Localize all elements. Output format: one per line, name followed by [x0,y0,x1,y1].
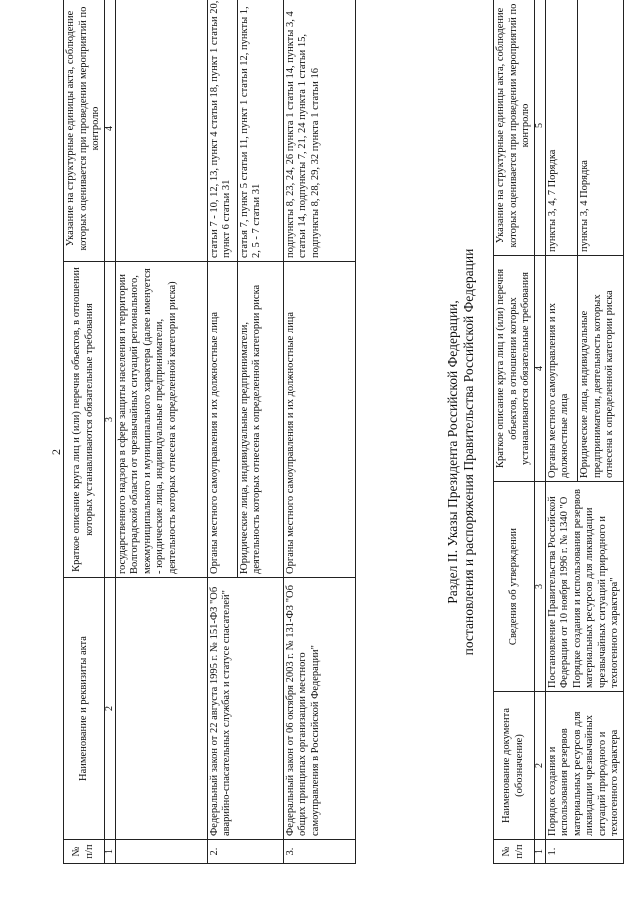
row-description: Юридические лица, индивидуальные предприниматели, деятельность которых отнесена к определенной категории риска [578,256,624,482]
row-num [115,840,207,864]
row-document-name: Порядок создания и использования резервов материальных ресурсов для ликвидации чрезвычайных ситуаций природного и техногенного характера [545,692,623,840]
index-cell: 1 [104,840,115,864]
table-row [545,0,578,864]
row-description: Органы местного самоуправления и их должностные лица [545,256,578,482]
table-header-row [64,0,105,864]
row-description: Органы местного самоуправления и их должностные лица [207,262,237,578]
section-heading [445,12,477,892]
row-structural-units: пункты 3, 4 Порядка [578,0,624,256]
header-act-name: Наименование и реквизиты акта [64,578,105,840]
table-government-acts [493,0,624,864]
row-description: Юридические лица, индивидуальные предприниматели, деятельность которых отнесена к определенной категории риска [237,262,283,578]
index-cell: 5 [534,0,545,256]
row-structural-units: пункты 3, 4, 7 Порядка [545,0,578,256]
row-description: государственного надзора в сфере защиты населения и территории Волгоградской области от чрезвычайных ситуаций регионального, межмуниципального и муниципального характера (далее именуется - юридические лица, индивидуальные предприниматели, деятельность которых отнесена к определенной категории риска) [115,262,207,578]
index-cell: 2 [104,578,115,840]
header-document-name: Наименование документа (обозначение) [494,692,535,840]
row-structural-units: статья 7, пункт 5 статьи 11, пункт 1 статьи 12, пункты 1, 2, 5 - 7 статьи 31 [237,0,283,262]
document-page [45,0,620,892]
header-description: Краткое описание круга лиц и (или) перечня объектов, в отношении которых устанавливаются обязательные требования [494,256,535,482]
row-structural-units: статьи 7 - 10, 12, 13, пункт 4 статьи 18, пункт 1 статьи 20, пункт 6 статьи 31 [207,0,237,262]
header-structural-units: Указание на структурные единицы акта, соблюдение которых оценивается при проведении мероприятий по контролю [64,0,105,262]
table-header-row [494,0,535,864]
row-act-name [115,578,207,840]
row-act-name: Федеральный закон от 22 августа 1995 г. № 151-ФЗ "Об аварийно-спасательных службах и статусе спасателей" [207,578,283,840]
index-cell: 3 [104,262,115,578]
row-num: 3. [283,840,355,864]
header-description: Краткое описание круга лиц и (или) перечня объектов, в отношении которых устанавливаются обязательные требования [64,262,105,578]
table-row [207,0,237,864]
index-cell: 4 [104,0,115,262]
row-approval-info: Постановление Правительства Российской Федерации от 10 ноября 1996 г. № 1340 "О Порядке создания и использования резервов материальных ресурсов для ликвидации чрезвычайных ситуаций природного и техногенного характера" [545,482,623,692]
row-num: 1. [545,840,623,864]
header-num: № п/п [64,840,105,864]
index-cell: 3 [534,482,545,692]
header-num: № п/п [494,840,535,864]
row-structural-units [115,0,207,262]
section-heading-line: Раздел II. Указы Президента Российской Федерации, [445,300,460,604]
index-cell: 2 [534,692,545,840]
row-act-name: Федеральный закон от 06 октября 2003 г. № 131-ФЗ "Об общих принципах организации местного самоуправления в Российской Федерации" [283,578,355,840]
section-heading-line: постановления и распоряжения Правительства Российской Федерации [461,248,476,656]
header-approval-info: Сведения об утверждении [494,482,535,692]
row-num: 2. [207,840,283,864]
table-row [283,0,355,864]
table-federal-laws [63,0,356,864]
table-row [115,0,207,864]
header-structural-units: Указание на структурные единицы акта, соблюдение которых оценивается при проведении мероприятий по контролю [494,0,535,256]
table-index-row [534,0,545,864]
table-index-row [104,0,115,864]
index-cell: 4 [534,256,545,482]
row-description: Органы местного самоуправления и их должностные лица [283,262,355,578]
row-structural-units: подпункты 8, 23, 24, 26 пункта 1 статьи 14, пункты 3, 4 статьи 14, подпункты 7, 21, 24 пункта 1 статьи 15, подпункты 8, 28, 29, 32 пункта 1 статьи 16 [283,0,355,262]
page-number: 2 [49,449,63,455]
index-cell: 1 [534,840,545,864]
